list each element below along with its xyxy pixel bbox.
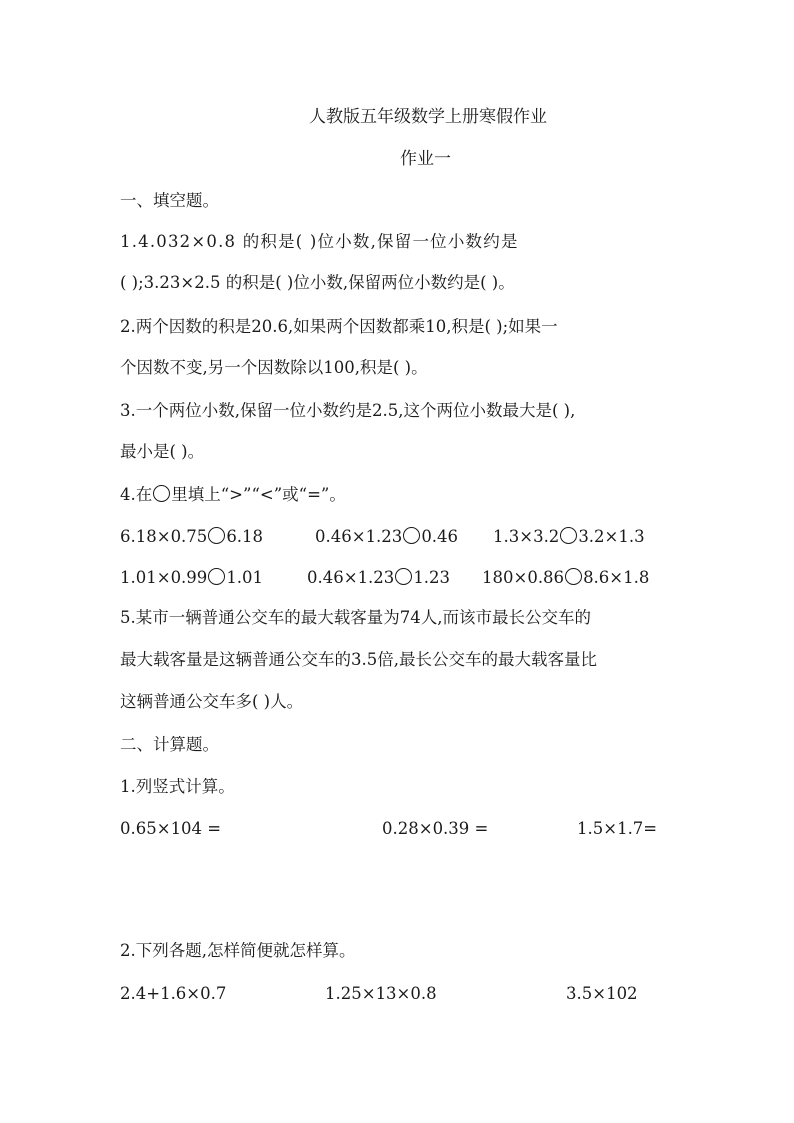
vertical-calc-item: 0.28×0.39 = bbox=[382, 819, 489, 838]
question-2-line-2: 个因数不变,另一个因数除以100,积是( )。 bbox=[120, 358, 428, 377]
question-1-line-2: ( );3.23×2.5 的积是( )位小数,保留两位小数约是( )。 bbox=[120, 273, 515, 292]
question-4-prefix: 4.在 bbox=[120, 485, 153, 504]
vertical-calc-item: 0.65×104 = bbox=[120, 819, 222, 838]
compare-item: 1.01×0.99 1.01 bbox=[120, 568, 264, 587]
question-3-line-2: 最小是( )。 bbox=[120, 442, 205, 461]
blank-circle-icon[interactable] bbox=[395, 568, 412, 585]
question-1-line-1: 1.4.032×0.8 的积是( )位小数,保留一位小数约是 bbox=[120, 232, 519, 251]
blank-circle-icon[interactable] bbox=[560, 527, 577, 544]
simplify-calc-item: 2.4+1.6×0.7 bbox=[120, 984, 227, 1003]
blank-circle-icon[interactable] bbox=[565, 568, 582, 585]
blank-circle-icon[interactable] bbox=[403, 527, 420, 544]
calc-sub2-heading: 2.下列各题,怎样简便就怎样算。 bbox=[120, 941, 356, 960]
blank-circle-icon[interactable] bbox=[208, 568, 225, 585]
question-2-line-1: 2.两个因数的积是20.6,如果两个因数都乘10,积是( );如果一 bbox=[120, 317, 558, 336]
page-subtitle: 作业一 bbox=[400, 149, 451, 169]
calc-sub1-heading: 1.列竖式计算。 bbox=[120, 777, 235, 796]
question-5-line-3: 这辆普通公交车多( )人。 bbox=[120, 692, 304, 711]
simplify-calc-item: 3.5×102 bbox=[566, 984, 638, 1003]
compare-item: 0.46×1.23 1.23 bbox=[307, 568, 451, 587]
section1-heading: 一、填空题。 bbox=[120, 191, 219, 210]
question-4-instruction bbox=[120, 484, 346, 506]
simplify-calc-item: 1.25×13×0.8 bbox=[325, 984, 437, 1003]
question-4-suffix: 里填上“>”“<”或“=”。 bbox=[171, 485, 346, 504]
vertical-calc-item: 1.5×1.7= bbox=[577, 819, 658, 838]
question-3-line-1: 3.一个两位小数,保留一位小数约是2.5,这个两位小数最大是( ), bbox=[120, 401, 576, 420]
compare-item: 180×0.86 8.6×1.8 bbox=[482, 568, 650, 587]
blank-circle-icon[interactable] bbox=[208, 527, 225, 544]
question-5-line-1: 5.某市一辆普通公交车的最大载客量为74人,而该市最长公交车的 bbox=[120, 608, 591, 627]
blank-circle-icon bbox=[153, 485, 170, 502]
compare-item: 6.18×0.75 6.18 bbox=[120, 527, 264, 546]
compare-item: 0.46×1.23 0.46 bbox=[315, 527, 459, 546]
question-5-line-2: 最大载客量是这辆普通公交车的3.5倍,最长公交车的最大载客量比 bbox=[120, 650, 597, 669]
section2-heading: 二、计算题。 bbox=[120, 735, 219, 754]
compare-item: 1.3×3.2 3.2×1.3 bbox=[493, 527, 645, 546]
page-title: 人教版五年级数学上册寒假作业 bbox=[309, 107, 547, 127]
